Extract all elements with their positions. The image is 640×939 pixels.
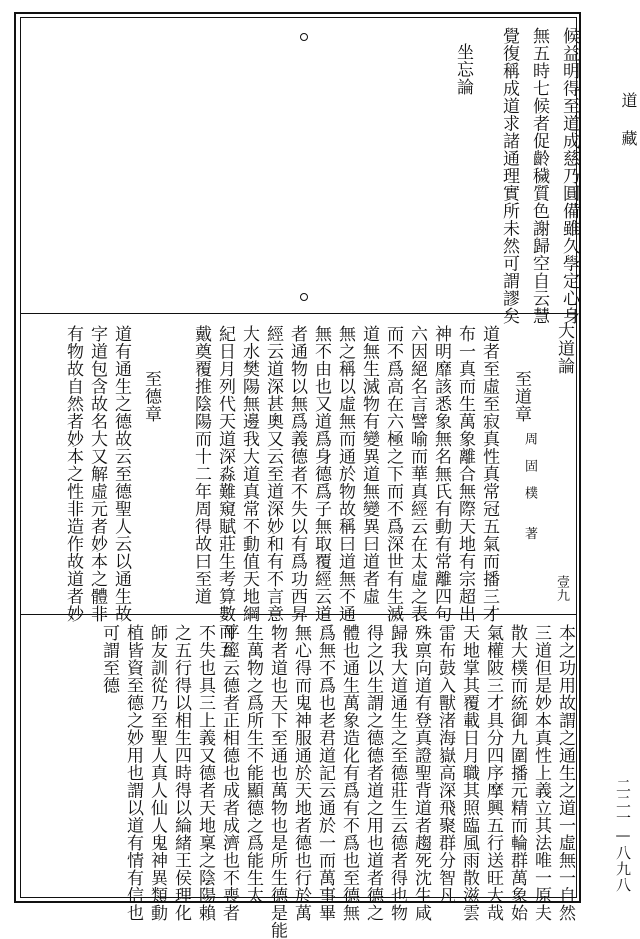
bottom-column-16: 不失也具三上義又德者天地稟之陰陽賴 [195, 624, 215, 922]
mid-column-2: 道者至虛至寂真性真常冠五氣而播三才 [479, 325, 499, 623]
bottom-column-20: 可謂至德 [99, 624, 119, 694]
bottom-column-4: 氣權陂三才具分四序摩興五行送旺大哉 [483, 624, 503, 922]
top-column-2: 無五時七候者促齡穢質色謝歸空自云慧 [529, 27, 549, 325]
mid-column-4: 神明靡該悉象無名無氏有動有常離四句 [431, 325, 451, 623]
bottom-column-6: 雷布鼓入獸渚海嶽高深飛聚群分智凡 [435, 624, 455, 904]
mid-column-10: 者通物以無爲義德者不失以有爲功西昇 [287, 325, 307, 623]
circle-mark-top [300, 33, 308, 41]
bottom-column-18: 師友訓從乃至聖人真人仙人鬼神異類動 [147, 624, 167, 922]
mid-title: 大道論 [554, 322, 574, 375]
bottom-column-12: 無心得而鬼神服通於天地者德也行於萬 [291, 624, 311, 922]
bottom-column-1: 本之功用故謂之通生之道一虛無一自然 [555, 624, 575, 922]
bottom-column-3: 散大樸而統御九圍播元精而輪群萬象始 [507, 624, 527, 922]
bottom-column-17: 之五行得以相生四時得以綸緒王侯理化 [171, 624, 191, 922]
top-column-title: 坐忘論 [453, 43, 473, 96]
bottom-column-15: 平經云德者正相德也成者成濟也不喪者 [219, 624, 239, 922]
bottom-column-13: 物者道也天下至通也萬物也是所生德是能 [267, 624, 287, 939]
mid-column-12: 大水樊陽無邊我大道真常不動值天地綱 [239, 325, 259, 623]
bottom-column-9: 得之以生謂之德德者道之用也道者德之 [363, 624, 383, 922]
bottom-column-7: 殊禀向道有登真證聖背道者趨死沈生咸 [411, 624, 431, 922]
mid-column-14: 戴奠覆推陰陽而十二年周得故曰至道 [191, 325, 211, 605]
bottom-column-14: 生萬物之爲所生不能顯德之爲能生太 [243, 624, 263, 904]
mid-column-16: 道有通生之德故云至德聖人云以通生故 [111, 325, 131, 623]
bottom-column-8: 歸我大道通生之至德莊生云德者得也物 [387, 624, 407, 922]
mid-column-5: 六因絕名言譬喻而華真經云在太虛之表 [407, 325, 427, 623]
mid-leaf-number: 壹九 [554, 575, 569, 602]
page-number: 二二一—八九八 [614, 778, 632, 893]
bottom-column-10: 體也通生萬象造化有爲有不爲也至德無 [339, 624, 359, 922]
mid-column-17: 字道包含故名大又解虛元者妙本之體非 [87, 325, 107, 623]
mid-column-1: 至道章 [511, 370, 531, 423]
mid-author: 周 固 樸 著 [522, 432, 537, 540]
mid-column-8: 無之稱以虛無而通於物故稱曰道無不通 [335, 325, 355, 623]
mid-column-6: 而不爲高在六極之下而不爲深世有生滅 [383, 325, 403, 623]
margin-char-dao: 道 [619, 92, 638, 108]
bottom-column-19: 植皆資至德之妙用也謂以道有情有信也 [123, 624, 143, 922]
mid-column-9: 無不由也又道爲身德爲子無取覆經云道 [311, 325, 331, 623]
margin-char-zang: 藏 [619, 130, 638, 146]
top-column-1: 候益明得至道成慈乃圓備雖久學定心身 [559, 27, 579, 325]
top-column-3: 覺復稱成道求諸通理實所未然可謂謬矣 [499, 27, 519, 325]
mid-column-15: 至德章 [141, 370, 161, 423]
bottom-column-11: 爲無不爲也老君道記云通於一而萬事畢 [315, 624, 335, 922]
mid-column-18: 有物故自然者妙本之性非造作故道者妙 [63, 325, 83, 623]
bottom-column-5: 天地掌其覆載日月職其照臨風雨散滋雲 [459, 624, 479, 922]
mid-column-3: 布一真而生萬象離合無際天地有宗超出 [455, 325, 475, 623]
bottom-column-2: 三道但是妙本真性上義立其法唯一原夫 [531, 624, 551, 922]
mid-column-13: 紀日月列代天道深淼難窺賦莊生考算數而五 [215, 325, 235, 658]
circle-mark-bottom [300, 293, 308, 301]
mid-column-11: 經云道深甚奧又云至道深妙和有不言意 [263, 325, 283, 623]
mid-column-7: 道無生滅物有變異道無變異曰道者虛 [359, 325, 379, 605]
section-divider-top [20, 313, 577, 314]
